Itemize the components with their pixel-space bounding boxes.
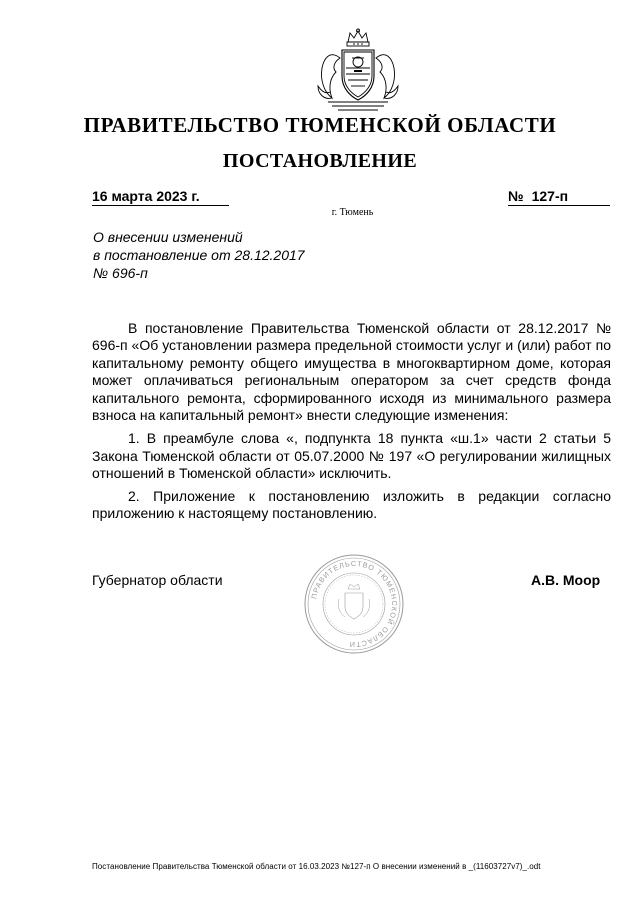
document-date: 16 марта 2023 г. xyxy=(92,188,229,206)
body-paragraph: 1. В преамбуле слова «, подпункта 18 пункта «ш.1» части 2 статьи 5 Закона Тюменской области от 05.07.2000 № 197 «О регулировании жилищных отношений в Тюменской области» исключить. xyxy=(92,430,611,482)
document-number-field xyxy=(508,188,610,206)
body-paragraph: 2. Приложение к постановлению изложить в редакции согласно приложению к настоящему постановлению. xyxy=(92,487,611,522)
subject-line: в постановление от 28.12.2017 xyxy=(93,247,305,263)
document-footer: Постановление Правительства Тюменской области от 16.03.2023 №127-п О внесении изменений в _(11603727v7)_.odt xyxy=(92,862,541,871)
number-sign: № xyxy=(508,188,524,204)
body-paragraph: В постановление Правительства Тюменской области от 28.12.2017 № 696-п «Об установлении размера предельной стоимости услуг и (или) работ по капитальному ремонту общего имущества в многоквартирном доме, которая может оплачиваться региональным оператором за счет средств фонда капитального ремонта, сформированного исходя из минимального размера взноса на капитальный ремонт» внести следующие изменения: xyxy=(92,320,611,424)
signer-position: Губернатор области xyxy=(92,572,223,588)
document-body xyxy=(92,320,611,527)
document-city: г. Тюмень xyxy=(331,207,374,218)
document-number: 127-п xyxy=(531,188,569,204)
seal-text: ПРАВИТЕЛЬСТВО ТЮМЕНСКОЙ ОБЛАСТИ xyxy=(309,558,400,650)
signer-name: А.В. Моор xyxy=(531,572,601,588)
document-type-title: ПОСТАНОВЛЕНИЕ xyxy=(222,150,418,172)
subject-line: № 696-п xyxy=(93,265,148,281)
document-subject xyxy=(93,228,305,282)
official-seal-icon xyxy=(303,553,405,655)
subject-line: О внесении изменений xyxy=(93,229,243,245)
coat-of-arms-icon xyxy=(310,28,406,114)
government-title: ПРАВИТЕЛЬСТВО ТЮМЕНСКОЙ ОБЛАСТИ xyxy=(83,113,557,137)
